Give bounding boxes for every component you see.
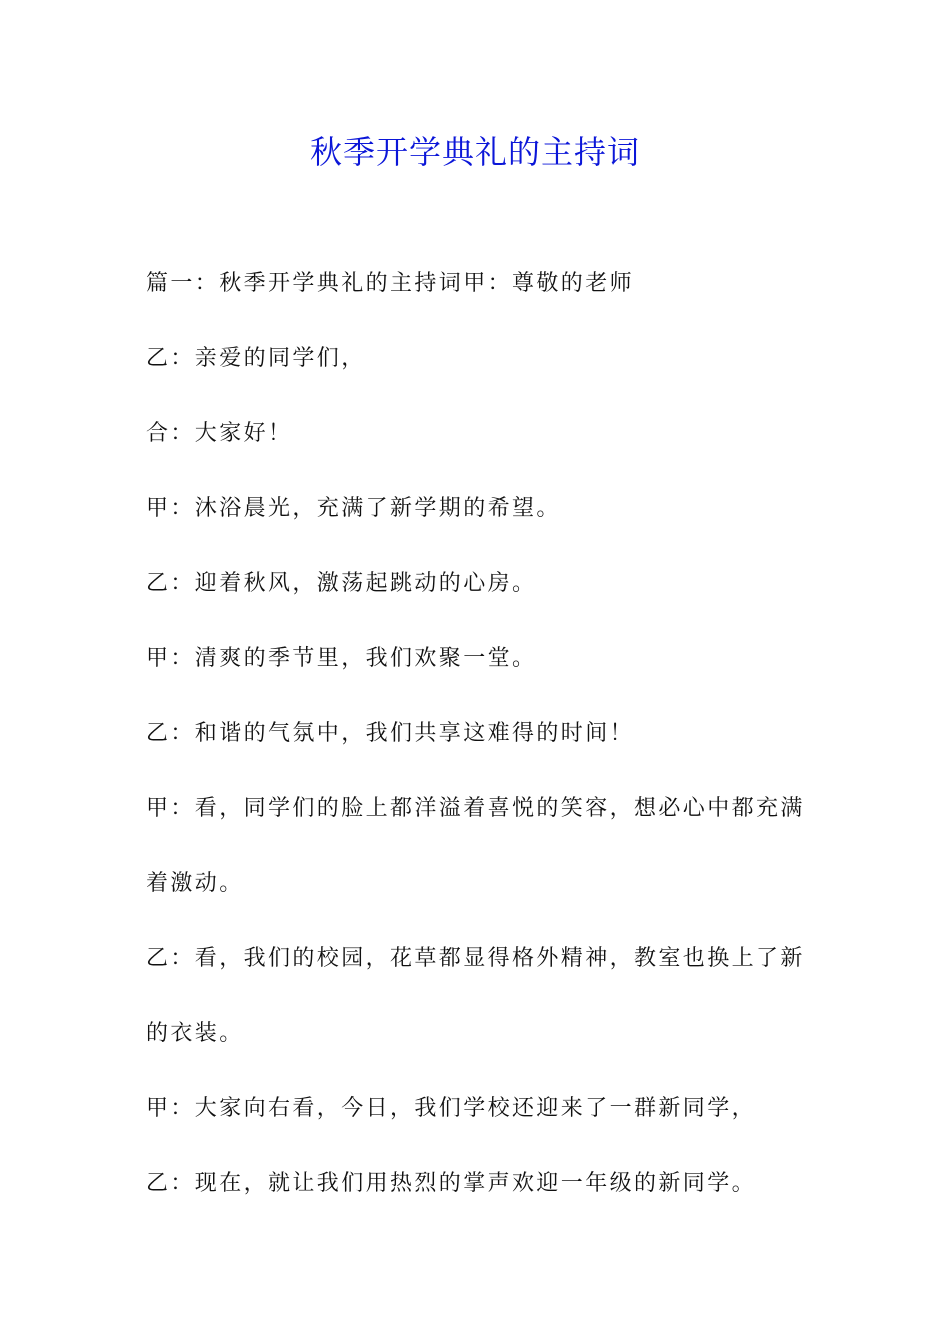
document-title: 秋季开学典礼的主持词 [309, 133, 640, 171]
paragraph-line: 着激动。 [146, 871, 244, 896]
paragraph-line: 合：大家好！ [146, 421, 293, 446]
paragraph-line: 的衣装。 [146, 1021, 244, 1046]
paragraph-line: 甲：清爽的季节里，我们欢聚一堂。 [146, 646, 537, 671]
paragraph-line: 甲：看，同学们的脸上都洋溢着喜悦的笑容，想必心中都充满 [146, 796, 805, 821]
paragraph-line: 乙：亲爱的同学们， [146, 346, 366, 371]
paragraph-line: 乙：现在，就让我们用热烈的掌声欢迎一年级的新同学。 [146, 1171, 757, 1196]
paragraph-line: 乙：看，我们的校园，花草都显得格外精神，教室也换上了新 [146, 946, 805, 971]
paragraph-line: 乙：和谐的气氛中，我们共享这难得的时间！ [146, 721, 635, 746]
paragraph-line: 乙：迎着秋风，激荡起跳动的心房。 [146, 571, 537, 596]
paragraph-line: 甲：大家向右看，今日，我们学校还迎来了一群新同学， [146, 1096, 757, 1121]
paragraph-line: 篇一：秋季开学典礼的主持词甲：尊敬的老师 [146, 271, 635, 296]
document-body [146, 264, 816, 1239]
paragraph-line: 甲：沐浴晨光，充满了新学期的希望。 [146, 496, 561, 521]
